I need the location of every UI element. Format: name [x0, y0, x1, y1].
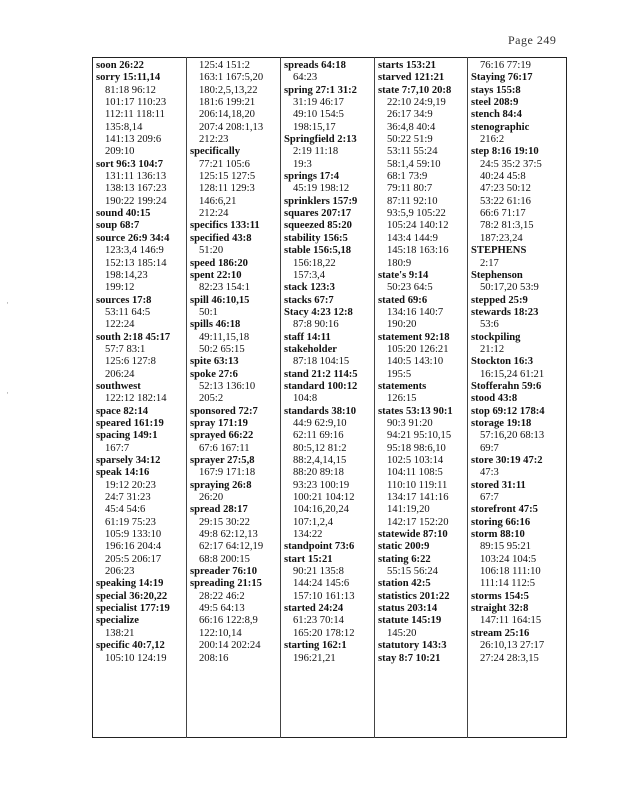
index-entry-continuation: 135:8,14 [105, 121, 143, 133]
index-entry-continuation: 50:22 51:9 [387, 134, 433, 146]
index-entry-continuation: 87:8 90:16 [293, 319, 339, 331]
index-entry-continuation: 180:2,5,13,22 [199, 84, 258, 96]
index-entry-continuation: 80:5,12 81:2 [293, 442, 347, 454]
column-divider [374, 57, 375, 738]
index-entry: spraying 26:8 [190, 479, 252, 491]
index-entry: statute 145:19 [378, 615, 442, 627]
margin-mark-icon: · [6, 298, 9, 308]
index-entry: storms 154:5 [471, 590, 529, 602]
index-entry-continuation: 216:2 [480, 134, 505, 146]
index-entry-continuation: 82:23 154:1 [199, 282, 250, 294]
index-entry: specifics 133:11 [190, 220, 260, 232]
index-entry: state's 9:14 [378, 269, 429, 281]
index-entry-continuation: 167:9 171:18 [199, 467, 256, 479]
index-entry-continuation: 198:14,23 [105, 269, 148, 281]
index-entry: stood 43:8 [471, 393, 518, 405]
index-entry-continuation: 106:18 111:10 [480, 566, 541, 578]
index-entry-continuation: 125:15 127:5 [199, 171, 256, 183]
index-entry-continuation: 199:12 [105, 282, 135, 294]
index-entry-continuation: 53:11 64:5 [105, 306, 151, 318]
index-entry: sound 40:15 [96, 208, 151, 220]
index-entry-continuation: 89:15 95:21 [480, 541, 531, 553]
index-entry: specific 40:7,12 [96, 640, 165, 652]
index-entry: sprinklers 157:9 [284, 195, 358, 207]
index-entry-continuation: 122:10,14 [199, 627, 242, 639]
index-entry: stakeholder [284, 343, 337, 355]
column-divider [186, 57, 187, 738]
index-entry-continuation: 67:6 167:11 [199, 442, 250, 454]
index-entry-continuation: 67:7 [480, 492, 499, 504]
index-entry-continuation: 94:21 95:10,15 [387, 430, 452, 442]
index-entry-continuation: 207:4 208:1,13 [199, 121, 264, 133]
index-entry: starved 121:21 [378, 72, 445, 84]
index-entry-continuation: 181:6 199:21 [199, 97, 256, 109]
index-entry: soup 68:7 [96, 220, 140, 232]
index-entry-continuation: 19:3 [293, 158, 312, 170]
index-entry-continuation: 27:24 28:3,15 [480, 652, 539, 664]
index-entry-continuation: 50:2 65:15 [199, 343, 245, 355]
index-entry-continuation: 90:3 91:20 [387, 417, 433, 429]
index-entry: specialize [96, 615, 139, 627]
index-entry-continuation: 134:17 141:16 [387, 492, 449, 504]
index-entry: stable 156:5,18 [284, 245, 352, 257]
index-entry-continuation: 36:4,8 40:4 [387, 121, 436, 133]
index-entry: squares 207:17 [284, 208, 352, 220]
index-entry: springs 17:4 [284, 171, 340, 183]
index-entry: status 203:14 [378, 603, 438, 615]
index-entry-continuation: 95:18 98:6,10 [387, 442, 446, 454]
index-entry-continuation: 49:10 154:5 [293, 109, 344, 121]
index-entry-continuation: 138:13 167:23 [105, 183, 167, 195]
index-entry-continuation: 105:24 140:12 [387, 220, 449, 232]
index-entry-continuation: 145:20 [387, 627, 417, 639]
index-entry: stated 69:6 [378, 294, 428, 306]
index-entry-continuation: 88:2,4,14,15 [293, 455, 347, 466]
index-entry-continuation: 90:21 135:8 [293, 566, 344, 578]
index-entry-continuation: 138:21 [105, 627, 135, 639]
index-entry: stenographic [471, 121, 530, 133]
index-entry-continuation: 144:24 145:6 [293, 578, 350, 590]
index-entry-continuation: 44:9 62:9,10 [293, 417, 347, 429]
index-entry-continuation: 64:23 [293, 72, 318, 84]
index-entry: stream 25:16 [471, 627, 530, 639]
index-entry-continuation: 68:1 73:9 [387, 171, 428, 183]
index-entry-continuation: 212:23 [199, 134, 229, 146]
index-entry-continuation: 111:14 112:5 [480, 578, 536, 590]
index-entry-continuation: 21:12 [480, 343, 505, 355]
index-entry: spite 63:13 [190, 356, 239, 368]
index-entry-continuation: 190:22 199:24 [105, 195, 167, 207]
index-entry-continuation: 93:5,9 105:22 [387, 208, 446, 220]
index-entry-continuation: 206:23 [105, 566, 135, 578]
index-entry: spills 46:18 [190, 319, 241, 331]
index-entry-continuation: 29:15 30:22 [199, 516, 250, 528]
index-entry: special 36:20,22 [96, 590, 168, 602]
index-entry: spring 27:1 31:2 [284, 84, 357, 96]
index-entry: store 30:19 47:2 [471, 455, 543, 466]
page-number: Page 249 [508, 33, 557, 47]
index-entry: Springfield 2:13 [284, 134, 357, 146]
index-entry: soon 26:22 [96, 60, 144, 71]
index-entry-continuation: 31:19 46:17 [293, 97, 344, 109]
column-divider [280, 57, 281, 738]
index-entry-continuation: 163:1 167:5,20 [199, 72, 264, 84]
index-entry-continuation: 49:8 62:12,13 [199, 529, 258, 541]
index-entry: spreader 76:10 [190, 566, 257, 578]
index-entry: stay 8:7 10:21 [378, 652, 441, 664]
index-entry-continuation: 157:3,4 [293, 269, 326, 281]
index-entry: sources 17:8 [96, 294, 152, 306]
index-entry: speed 186:20 [190, 257, 248, 269]
index-entry-continuation: 143:4 144:9 [387, 232, 438, 244]
index-entry-continuation: 105:10 124:19 [105, 652, 167, 664]
index-entry-continuation: 81:18 96:12 [105, 84, 156, 96]
index-entry-continuation: 53:6 [480, 319, 499, 331]
index-column-2 [190, 57, 280, 738]
index-entry: starts 153:21 [378, 60, 436, 71]
index-entry-continuation: 45:4 54:6 [105, 504, 146, 516]
index-entry: stack 123:3 [284, 282, 335, 294]
index-entry-continuation: 16:15,24 61:21 [480, 368, 545, 380]
index-entry: statutory 143:3 [378, 640, 447, 652]
index-column-3 [284, 57, 374, 738]
index-entry: sorry 15:11,14 [96, 72, 161, 84]
index-entry-continuation: 87:18 104:15 [293, 356, 350, 368]
index-entry-continuation: 62:11 69:16 [293, 430, 344, 442]
index-entry-continuation: 196:21,21 [293, 652, 336, 664]
index-entry-continuation: 141:13 209:6 [105, 134, 162, 146]
index-entry: Stockton 16:3 [471, 356, 534, 368]
index-entry-continuation: 58:1,4 59:10 [387, 158, 441, 170]
index-entry-continuation: 190:20 [387, 319, 417, 331]
index-entry-continuation: 198:15,17 [293, 121, 336, 133]
index-entry: stop 69:12 178:4 [471, 405, 545, 417]
index-entry: steel 208:9 [471, 97, 519, 109]
index-entry-continuation: 76:16 77:19 [480, 60, 531, 71]
index-entry-continuation: 24:7 31:23 [105, 492, 151, 504]
index-entry-continuation: 125:4 151:2 [199, 60, 250, 71]
index-entry-continuation: 26:20 [199, 492, 224, 504]
index-entry-continuation: 141:19,20 [387, 504, 430, 516]
index-entry: storing 66:16 [471, 516, 531, 528]
index-entry-continuation: 49:11,15,18 [199, 331, 250, 343]
index-entry: sprayer 27:5,8 [190, 455, 255, 466]
index-entry-continuation: 104:16,20,24 [293, 504, 349, 516]
index-entry-continuation: 50:23 64:5 [387, 282, 433, 294]
index-entry: storage 19:18 [471, 417, 532, 429]
index-entry-continuation: 50:1 [199, 306, 218, 318]
index-entry: spill 46:10,15 [190, 294, 250, 306]
index-entry-continuation: 103:24 104:5 [480, 553, 537, 565]
index-entry: step 8:16 19:10 [471, 146, 539, 158]
index-entry: stored 31:11 [471, 479, 526, 491]
index-entry: speak 14:16 [96, 467, 150, 479]
index-entry: specifically [190, 146, 241, 158]
index-entry-continuation: 208:16 [199, 652, 229, 664]
index-entry: spread 28:17 [190, 504, 248, 516]
index-entry: straight 32:8 [471, 603, 529, 615]
index-entry-continuation: 47:3 [480, 467, 499, 479]
index-entry-continuation: 52:13 136:10 [199, 380, 256, 392]
index-column-1 [96, 57, 186, 738]
index-entry: stench 84:4 [471, 109, 522, 121]
index-entry: storefront 47:5 [471, 504, 538, 516]
index-entry-continuation: 152:13 185:14 [105, 257, 167, 269]
index-entry: stewards 18:23 [471, 306, 539, 318]
index-column-5 [471, 57, 565, 738]
index-entry: south 2:18 45:17 [96, 331, 171, 343]
index-entry: speaking 14:19 [96, 578, 164, 590]
index-entry: stability 156:5 [284, 232, 348, 244]
index-entry: source 26:9 34:4 [96, 232, 170, 244]
index-entry: states 53:13 90:1 [378, 405, 453, 417]
index-entry-continuation: 53:11 55:24 [387, 146, 438, 158]
index-entry-continuation: 49:5 64:13 [199, 603, 245, 615]
index-entry-continuation: 61:19 75:23 [105, 516, 156, 528]
index-entry: stepped 25:9 [471, 294, 528, 306]
index-entry-continuation: 88:20 89:18 [293, 467, 344, 479]
index-entry-continuation: 79:11 80:7 [387, 183, 433, 195]
index-entry-continuation: 50:17,20 53:9 [480, 282, 539, 294]
index-entry-continuation: 128:11 129:3 [199, 183, 255, 195]
index-entry-continuation: 66:6 71:17 [480, 208, 526, 220]
index-entry: statement 92:18 [378, 331, 450, 343]
index-entry: state 7:7,10 20:8 [378, 84, 452, 96]
index-entry: statistics 201:22 [378, 590, 450, 602]
index-entry-continuation: 101:17 110:23 [105, 97, 167, 109]
index-entry-continuation: 40:24 45:8 [480, 171, 526, 183]
index-entry-continuation: 122:24 [105, 319, 135, 331]
index-entry: specialist 177:19 [96, 603, 170, 615]
index-entry: stays 155:8 [471, 84, 521, 96]
index-entry: stating 6:22 [378, 553, 431, 565]
index-entry-continuation: 200:14 202:24 [199, 640, 261, 652]
index-entry-continuation: 104:8 [293, 393, 318, 405]
index-entry-continuation: 105:20 126:21 [387, 343, 449, 355]
index-entry-continuation: 62:17 64:12,19 [199, 541, 264, 553]
index-entry-continuation: 206:14,18,20 [199, 109, 255, 121]
index-entry-continuation: 2:19 11:18 [293, 146, 339, 158]
index-entry-continuation: 156:18,22 [293, 257, 336, 269]
index-entry-continuation: 45:19 198:12 [293, 183, 350, 195]
index-entry-continuation: 146:6,21 [199, 195, 237, 207]
index-entry: specified 43:8 [190, 232, 252, 244]
index-entry-continuation: 68:8 200:15 [199, 553, 250, 565]
index-entry: stockpiling [471, 331, 521, 343]
index-entry-continuation: 187:23,24 [480, 232, 523, 244]
index-entry: starting 162:1 [284, 640, 347, 652]
index-entry-continuation: 110:10 119:11 [387, 479, 448, 491]
index-entry: standards 38:10 [284, 405, 357, 417]
index-entry: spray 171:19 [190, 417, 248, 429]
index-entry-continuation: 145:18 163:16 [387, 245, 449, 257]
index-entry: staff 14:11 [284, 331, 331, 343]
index-entry-continuation: 105:9 133:10 [105, 529, 162, 541]
index-entry: sparsely 34:12 [96, 455, 161, 466]
index-entry-continuation: 205:5 206:17 [105, 553, 162, 565]
index-entry: sponsored 72:7 [190, 405, 258, 417]
index-entry-continuation: 93:23 100:19 [293, 479, 350, 491]
index-entry-continuation: 165:20 178:12 [293, 627, 355, 639]
index-column-4 [378, 57, 467, 738]
index-entry-continuation: 134:16 140:7 [387, 306, 444, 318]
index-entry: Stephenson [471, 269, 523, 281]
index-entry-continuation: 212:24 [199, 208, 229, 220]
index-entry-continuation: 206:24 [105, 368, 135, 380]
index-entry: spoke 27:6 [190, 368, 238, 380]
index-entry: spent 22:10 [190, 269, 242, 281]
index-entry: start 15:21 [284, 553, 333, 565]
index-entry-continuation: 28:22 46:2 [199, 590, 245, 602]
index-entry-continuation: 57:7 83:1 [105, 343, 146, 355]
index-entry-continuation: 57:16,20 68:13 [480, 430, 545, 442]
index-entry: Stacy 4:23 12:8 [284, 306, 353, 318]
index-entry-continuation: 140:5 143:10 [387, 356, 444, 368]
index-entry-continuation: 104:11 108:5 [387, 467, 443, 479]
index-entry: spreading 21:15 [190, 578, 262, 590]
column-divider [467, 57, 468, 738]
index-entry-continuation: 123:3,4 146:9 [105, 245, 164, 257]
index-entry-continuation: 78:2 81:3,15 [480, 220, 534, 232]
index-entry-continuation: 2:17 [480, 257, 499, 269]
index-entry: standard 100:12 [284, 380, 358, 392]
margin-mark-icon: · [6, 388, 9, 398]
index-entry-continuation: 205:2 [199, 393, 224, 405]
index-entry: sprayed 66:22 [190, 430, 254, 442]
index-entry-continuation: 125:6 127:8 [105, 356, 156, 368]
index-entry: sort 96:3 104:7 [96, 158, 164, 170]
index-entry-continuation: 26:10,13 27:17 [480, 640, 545, 652]
index-entry-continuation: 142:17 152:20 [387, 516, 449, 528]
index-entry-continuation: 209:10 [105, 146, 135, 158]
index-entry: statements [378, 380, 427, 392]
index-entry-continuation: 112:11 118:11 [105, 109, 165, 121]
index-entry: squeezed 85:20 [284, 220, 352, 232]
index-entry: Staying 76:17 [471, 72, 533, 84]
index-entry-continuation: 26:17 34:9 [387, 109, 433, 121]
index-entry-continuation: 147:11 164:15 [480, 615, 542, 627]
index-entry-continuation: 167:7 [105, 442, 130, 454]
index-entry-continuation: 77:21 105:6 [199, 158, 250, 170]
index-entry: station 42:5 [378, 578, 431, 590]
index-entry-continuation: 196:16 204:4 [105, 541, 162, 553]
index-entry-continuation: 66:16 122:8,9 [199, 615, 258, 627]
index-entry: spacing 149:1 [96, 430, 158, 442]
index-entry-continuation: 107:1,2,4 [293, 516, 334, 528]
index-entry-continuation: 19:12 20:23 [105, 479, 156, 491]
index-entry: static 200:9 [378, 541, 430, 553]
index-entry: STEPHENS [471, 245, 527, 257]
index-entry-continuation: 134:22 [293, 529, 323, 541]
index-entry-continuation: 61:23 70:14 [293, 615, 344, 627]
index-entry-continuation: 100:21 104:12 [293, 492, 355, 504]
index-entry: speared 161:19 [96, 417, 164, 429]
index-entry: stand 21:2 114:5 [284, 368, 358, 380]
index-entry: Stofferahn 59:6 [471, 380, 542, 392]
index-entry: statewide 87:10 [378, 529, 448, 541]
index-entry-continuation: 51:20 [199, 245, 224, 257]
index-entry: stacks 67:7 [284, 294, 334, 306]
index-entry: started 24:24 [284, 603, 344, 615]
index-entry-continuation: 24:5 35:2 37:5 [480, 158, 542, 170]
index-entry-continuation: 69:7 [480, 442, 499, 454]
index-entry-continuation: 87:11 92:10 [387, 195, 438, 207]
index-entry-continuation: 126:15 [387, 393, 417, 405]
index-entry: storm 88:10 [471, 529, 525, 541]
index-entry: standpoint 73:6 [284, 541, 355, 553]
index-entry-continuation: 180:9 [387, 257, 412, 269]
index-entry: space 82:14 [96, 405, 149, 417]
index-entry-continuation: 22:10 24:9,19 [387, 97, 446, 109]
index-entry-continuation: 157:10 161:13 [293, 590, 355, 602]
index-entry-continuation: 122:12 182:14 [105, 393, 167, 405]
index-entry: spreads 64:18 [284, 60, 346, 71]
index-entry-continuation: 195:5 [387, 368, 412, 380]
index-entry-continuation: 47:23 50:12 [480, 183, 531, 195]
index-entry-continuation: 102:5 103:14 [387, 455, 444, 466]
index-entry-continuation: 131:11 136:13 [105, 171, 167, 183]
index-entry: southwest [96, 380, 141, 392]
index-entry-continuation: 53:22 61:16 [480, 195, 531, 207]
index-entry-continuation: 55:15 56:24 [387, 566, 438, 578]
